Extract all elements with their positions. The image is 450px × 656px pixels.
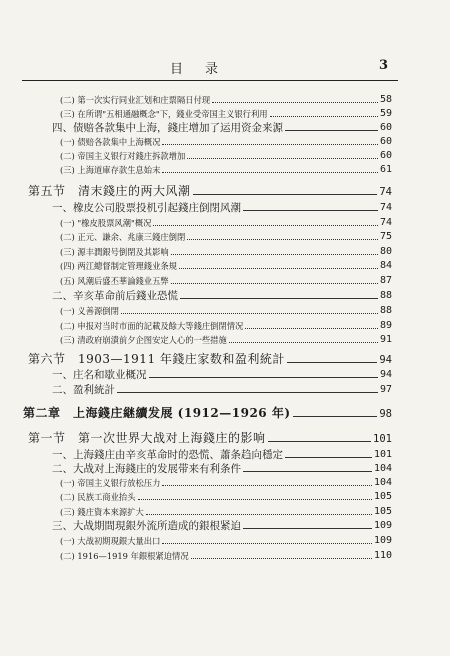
toc-entry-page: 80 bbox=[379, 246, 392, 257]
toc-entry-page: 88 bbox=[379, 305, 392, 316]
toc-entry-page: 74 bbox=[379, 202, 392, 213]
toc-entry bbox=[52, 382, 392, 396]
toc-leader bbox=[149, 377, 378, 378]
toc-entry-page: 74 bbox=[379, 186, 392, 198]
toc-entry-title: (五) 风潮后盛丕華論錢业五弊 bbox=[60, 276, 169, 286]
toc-entry-page: 89 bbox=[379, 320, 392, 331]
toc-entry-title: 四、债赔各款集中上海，錢庄增加了运用资金来源 bbox=[52, 122, 283, 134]
toc-leader bbox=[187, 239, 378, 240]
toc-entry-title: (二) 帝国主义银行对錢庄拆款增加 bbox=[60, 151, 186, 161]
page-title: 目录 bbox=[170, 62, 241, 77]
toc-leader bbox=[179, 268, 378, 269]
toc-entry bbox=[52, 518, 392, 532]
toc-entry-page: 105 bbox=[373, 491, 392, 502]
toc-entry-page: 75 bbox=[379, 231, 392, 242]
toc-leader bbox=[180, 298, 378, 299]
toc-entry-page: 109 bbox=[373, 520, 392, 531]
toc-entry-title: 一、庄名和歇业概况 bbox=[52, 369, 147, 381]
toc-entry-title: (三) 源丰潤銀号倒閉及其影响 bbox=[60, 247, 169, 257]
toc-leader bbox=[285, 457, 372, 458]
header-rule bbox=[22, 80, 398, 81]
toc-entry bbox=[28, 352, 392, 366]
toc-entry bbox=[52, 288, 392, 302]
toc-leader bbox=[187, 158, 378, 159]
toc-leader bbox=[287, 362, 377, 363]
toc-entry-title: 二、盈利統計 bbox=[52, 384, 115, 396]
toc-entry bbox=[52, 120, 392, 134]
toc-entry-title: 二、大战对上海錢庄的发展带来有利条件 bbox=[52, 463, 241, 475]
toc-entry-page: 109 bbox=[373, 535, 392, 546]
toc-leader bbox=[162, 144, 378, 145]
toc-entry bbox=[52, 367, 392, 381]
toc-entry-title: 第一节 第一次世界大战对上海錢庄的影响 bbox=[28, 431, 266, 445]
toc-entry bbox=[60, 244, 392, 258]
toc-entry-title: (三) 錢庄資本來源扩大 bbox=[60, 507, 144, 517]
toc-leader bbox=[162, 172, 378, 173]
toc-entry-title: 第二章 上海錢庄継續发展 (1912—1926 年) bbox=[23, 406, 291, 420]
toc-entry bbox=[60, 475, 392, 489]
toc-entry-page: 105 bbox=[373, 506, 392, 517]
toc-entry bbox=[52, 200, 392, 214]
toc-entry-title: (一) 债赔各款集中上海概况 bbox=[60, 137, 161, 147]
toc-entry-page: 94 bbox=[379, 369, 392, 380]
toc-entry-page: 88 bbox=[379, 290, 392, 301]
toc-entry-title: 第五节 清末錢庄的两大风潮 bbox=[28, 184, 191, 198]
toc-entry-page: 60 bbox=[379, 150, 392, 161]
toc-entry-page: 98 bbox=[379, 408, 392, 420]
toc-leader bbox=[117, 392, 378, 393]
toc-entry bbox=[60, 229, 392, 243]
toc-leader bbox=[293, 416, 378, 417]
toc-entry-page: 110 bbox=[373, 550, 392, 561]
toc-entry bbox=[60, 134, 392, 148]
toc-leader bbox=[191, 558, 372, 559]
toc-entry-title: (二) 1916—1919 年銀根紧迫情况 bbox=[60, 551, 189, 561]
toc-leader bbox=[171, 283, 378, 284]
toc-leader bbox=[153, 225, 378, 226]
toc-entry-title: 三、大战期間現銀外流所造成的銀根紧迫 bbox=[52, 520, 241, 532]
toc-entry bbox=[60, 318, 392, 332]
toc-entry-title: (一) 义善源倒閉 bbox=[60, 306, 119, 316]
toc-entry bbox=[60, 489, 392, 503]
toc-entry-title: 二、辛亥革命前后錢业恐慌 bbox=[52, 290, 178, 302]
toc-leader bbox=[270, 116, 378, 117]
toc-entry-page: 101 bbox=[373, 433, 392, 445]
toc-entry bbox=[60, 504, 392, 518]
toc-entry-title: (一) 大战初期現銀大量出口 bbox=[60, 536, 161, 546]
toc-entry-page: 104 bbox=[373, 463, 392, 474]
toc-entry-page: 104 bbox=[373, 477, 392, 488]
toc-entry-page: 87 bbox=[379, 275, 392, 286]
toc-leader bbox=[285, 130, 378, 131]
toc-entry bbox=[52, 461, 392, 475]
toc-entry bbox=[60, 548, 392, 562]
toc-leader bbox=[229, 342, 378, 343]
toc-entry-title: (四) 两江總督制定管理錢业条規 bbox=[60, 261, 177, 271]
toc-entry-title: (二) 第一次实行同业汇划和庄票隔日付现 bbox=[60, 95, 211, 105]
toc-entry bbox=[60, 273, 392, 287]
toc-entry-page: 60 bbox=[379, 122, 392, 133]
toc-entry-title: (三) 在所谓"五相通融概念"下，錢业受帝国主义银行利用 bbox=[60, 109, 268, 119]
toc-leader bbox=[138, 499, 372, 500]
toc-entry-title: (二) 正元、謙余、兆康三錢庄倒閉 bbox=[60, 232, 186, 242]
toc-leader bbox=[268, 441, 372, 442]
page-header bbox=[0, 58, 450, 76]
toc-leader bbox=[212, 102, 378, 103]
toc-entry-page: 58 bbox=[379, 94, 392, 105]
toc-entry bbox=[60, 106, 392, 120]
toc-entry bbox=[60, 148, 392, 162]
toc-entry bbox=[60, 92, 392, 106]
toc-entry-page: 74 bbox=[379, 217, 392, 228]
toc-entry bbox=[23, 406, 392, 420]
toc-entry bbox=[52, 447, 392, 461]
page-number: 3 bbox=[378, 58, 388, 73]
toc-leader bbox=[193, 194, 378, 195]
toc-entry bbox=[60, 303, 392, 317]
toc-leader bbox=[243, 471, 372, 472]
toc-entry-page: 97 bbox=[379, 384, 392, 395]
toc-entry bbox=[60, 533, 392, 547]
toc-entry-page: 60 bbox=[379, 136, 392, 147]
toc-leader bbox=[162, 485, 372, 486]
toc-entry-title: 一、上海錢庄由辛亥革命时的恐慌、蕭条趋向穩定 bbox=[52, 449, 283, 461]
toc-entry-title: (一) "橡皮股票风潮"概况 bbox=[60, 218, 152, 228]
toc-leader bbox=[121, 313, 378, 314]
toc-entry-title: 第六节 1903—1911 年錢庄家数和盈利統計 bbox=[28, 352, 285, 366]
toc-entry-title: (三) 上海道庫存款生息始末 bbox=[60, 165, 161, 175]
toc-entry bbox=[28, 431, 392, 445]
toc-entry bbox=[60, 162, 392, 176]
toc-entry-title: (二) 申报对当时市面的記載及餘大等錢庄倒閉情况 bbox=[60, 321, 244, 331]
toc-entry bbox=[60, 215, 392, 229]
toc-entry-page: 84 bbox=[379, 260, 392, 271]
toc-leader bbox=[171, 254, 378, 255]
toc-leader bbox=[245, 328, 378, 329]
toc-entry bbox=[60, 332, 392, 346]
toc-entry-title: 一、橡皮公司股票投机引起錢庄倒閉风潮 bbox=[52, 202, 241, 214]
toc-entry-page: 59 bbox=[379, 108, 392, 119]
toc-leader bbox=[162, 543, 372, 544]
toc-leader bbox=[243, 528, 372, 529]
toc-entry-title: (一) 帝国主义银行放松压力 bbox=[60, 478, 161, 488]
toc-entry-page: 94 bbox=[379, 354, 392, 366]
toc-entry bbox=[28, 184, 392, 198]
toc-leader bbox=[146, 514, 372, 515]
toc-entry-page: 101 bbox=[373, 449, 392, 460]
toc-entry bbox=[60, 258, 392, 272]
toc-entry-title: (二) 民族工商业抬头 bbox=[60, 492, 136, 502]
toc-leader bbox=[243, 210, 378, 211]
toc-entry-title: (三) 清政府崩潰前夕企图安定人心的一些措施 bbox=[60, 335, 227, 345]
toc-entry-page: 91 bbox=[379, 334, 392, 345]
toc-entry-page: 61 bbox=[379, 164, 392, 175]
